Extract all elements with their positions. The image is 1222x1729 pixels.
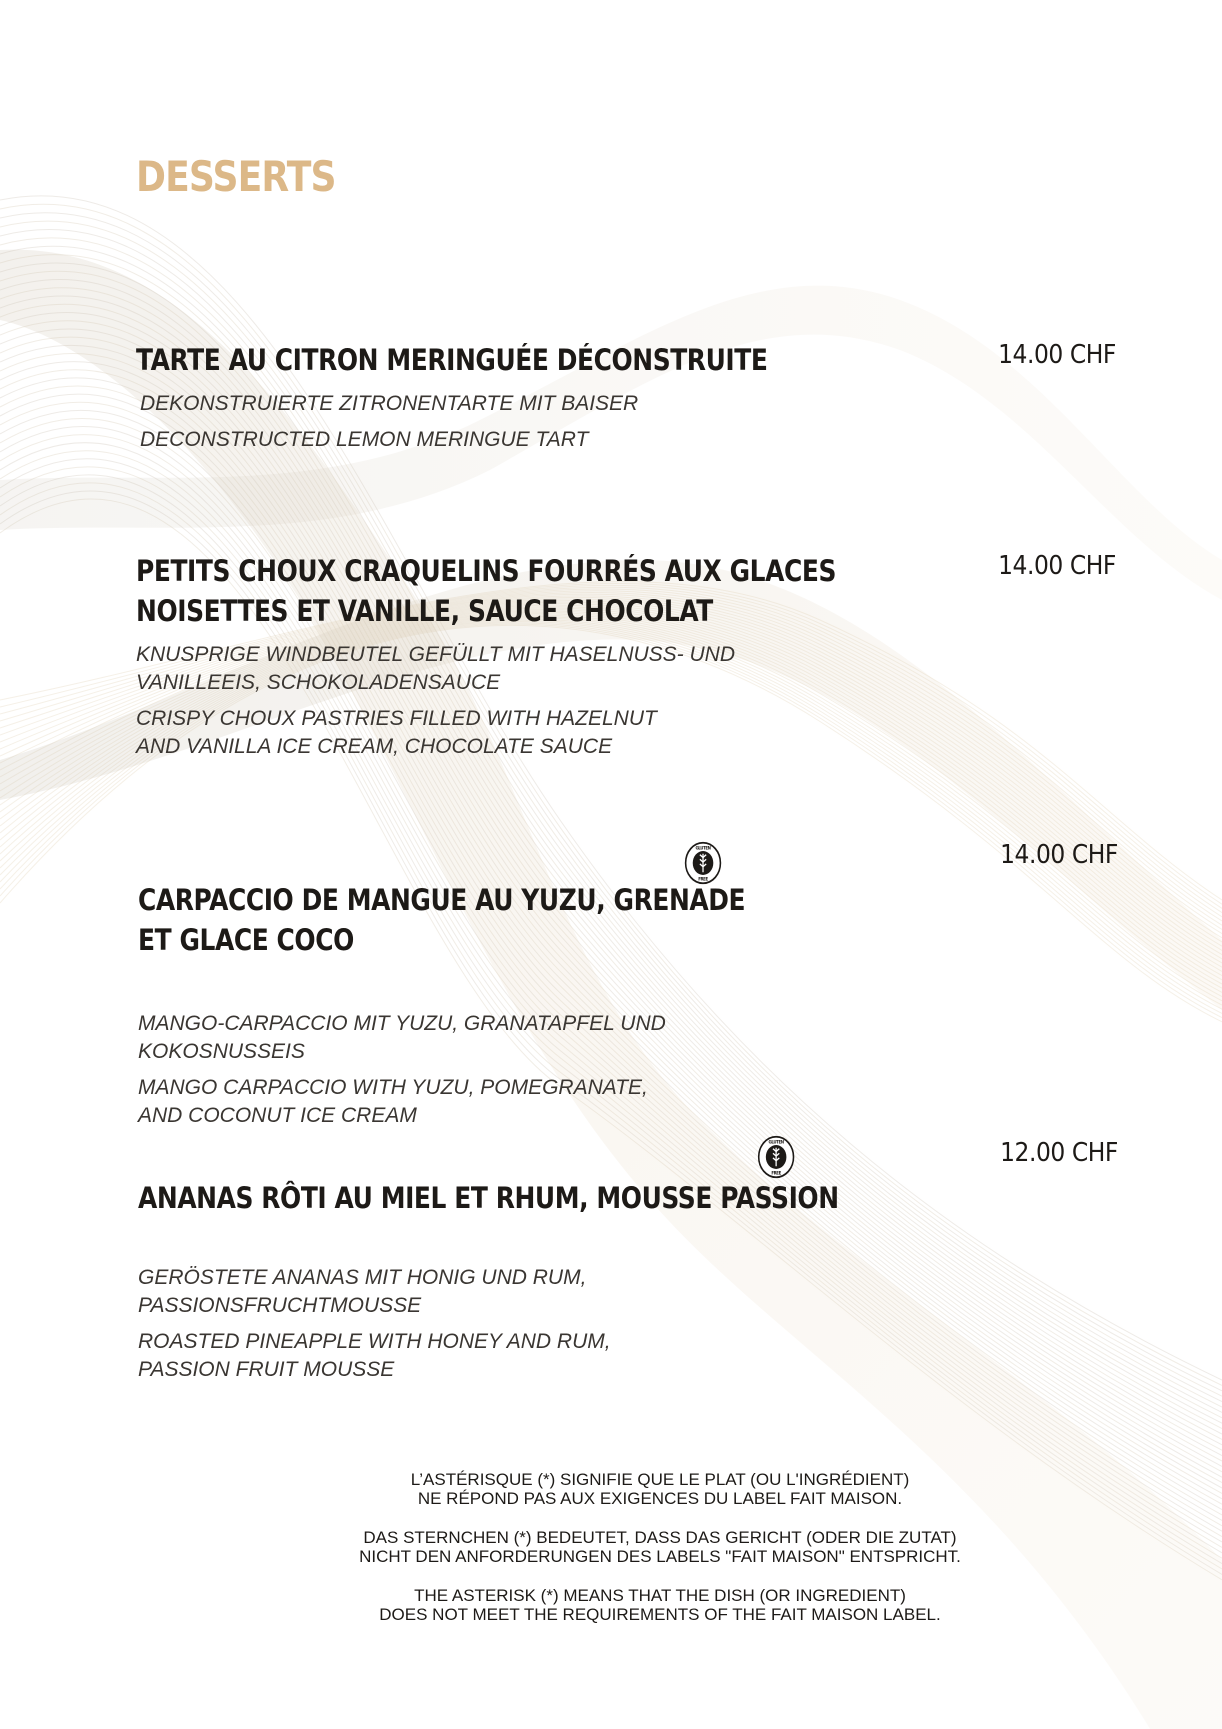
footnote-fr: L’ASTÉRISQUE (*) SIGNIFIE QUE LE PLAT (OU L'INGRÉDIENT) NE RÉPOND PAS AUX EXIGENCES DU LABEL FAIT MAISON.: [410, 1470, 910, 1508]
menu-item-title: TARTE AU CITRON MERINGUÉE DÉCONSTRUITE: [136, 343, 768, 377]
menu-item: [138, 1138, 1118, 1384]
menu-item-description-de: GERÖSTETE ANANAS MIT HONIG UND RUM, PASSIONSFRUCHTMOUSSE: [138, 1266, 587, 1317]
menu-item-description-en: DECONSTRUCTED LEMON MERINGUE TART: [140, 428, 589, 451]
menu-item-title: [138, 840, 843, 1000]
menu-item-description-en: ROASTED PINEAPPLE WITH HONEY AND RUM, PASSION FRUIT MOUSSE: [138, 1330, 611, 1381]
menu-item-title-text: ANANAS RÔTI AU MIEL ET RHUM, MOUSSE PASSION: [138, 1181, 839, 1215]
menu-item-title: [138, 1138, 912, 1258]
menu-item-price: 14.00 CHF: [998, 551, 1116, 581]
svg-text:FREE: FREE: [771, 1171, 781, 1177]
page-title: DESSERTS: [136, 152, 336, 201]
menu-item-price: 12.00 CHF: [1000, 1138, 1118, 1168]
svg-text:GLUTEN: GLUTEN: [768, 1140, 784, 1146]
menu-item-description-en: CRISPY CHOUX PASTRIES FILLED WITH HAZELNUT AND VANILLA ICE CREAM, CHOCOLATE SAUCE: [136, 707, 657, 758]
menu-item-description-en: MANGO CARPACCIO WITH YUZU, POMEGRANATE, AND COCONUT ICE CREAM: [138, 1076, 648, 1127]
menu-item-title: PETITS CHOUX CRAQUELINS FOURRÉS AUX GLACES NOISETTES ET VANILLE, SAUCE CHOCOLAT: [136, 554, 836, 628]
footnote-de: DAS STERNCHEN (*) BEDEUTET, DASS DAS GERICHT (ODER DIE ZUTAT) NICHT DEN ANFORDERUNGEN DES LABELS "FAIT MAISON" ENTSPRICHT.: [359, 1528, 961, 1566]
menu-item: [136, 340, 1116, 454]
menu-item-description-de: DEKONSTRUIERTE ZITRONENTARTE MIT BAISER: [140, 392, 639, 415]
svg-text:GLUTEN: GLUTEN: [695, 846, 711, 852]
svg-text:FREE: FREE: [698, 877, 708, 883]
menu-item: [136, 551, 1116, 761]
menu-item-description-de: MANGO-CARPACCIO MIT YUZU, GRANATAPFEL UND KOKOSNUSSEIS: [138, 1012, 666, 1063]
menu-item: [138, 840, 1118, 1130]
menu-item-title-text: CARPACCIO DE MANGUE AU YUZU, GRENADE ET GLACE COCO: [138, 883, 746, 957]
menu-item-price: 14.00 CHF: [1000, 840, 1118, 870]
gluten-free-icon: [756, 1134, 796, 1180]
menu-item-price: 14.00 CHF: [998, 340, 1116, 370]
gluten-free-icon: [683, 840, 723, 886]
menu-item-description-de: KNUSPRIGE WINDBEUTEL GEFÜLLT MIT HASELNUSS- UND VANILLEEIS, SCHOKOLADENSAUCE: [136, 643, 735, 694]
footnote: [300, 1470, 1020, 1644]
footnote-en: THE ASTERISK (*) MEANS THAT THE DISH (OR INGREDIENT) DOES NOT MEET THE REQUIREMENTS OF THE FAIT MAISON LABEL.: [379, 1586, 941, 1624]
